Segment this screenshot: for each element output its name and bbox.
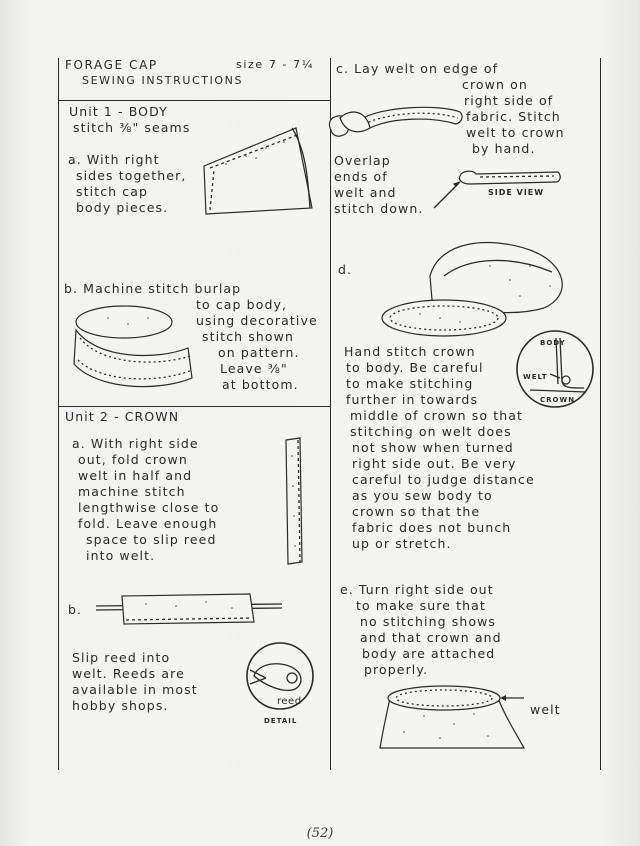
text-line: not show when turned <box>352 440 514 455</box>
text-line: Leave ⅜" <box>220 361 288 376</box>
text-line: as you sew body to <box>352 488 493 503</box>
text-line: fold. Leave enough <box>78 516 218 531</box>
side-view-label: SIDE VIEW <box>488 188 545 197</box>
cap-body-illustration <box>196 120 316 220</box>
welt-label: welt <box>530 702 561 717</box>
text-line: welt. Reeds are <box>72 666 185 681</box>
text-line: properly. <box>364 662 429 677</box>
size-label: size 7 - 7¼ <box>236 58 315 71</box>
text-line: by hand. <box>472 141 536 156</box>
text-line: out, fold crown <box>78 452 188 467</box>
text-line: no stitching shows <box>360 614 497 629</box>
text-line: stitch cap <box>76 184 149 199</box>
center-divider <box>330 58 331 770</box>
text-line: Hand stitch crown <box>344 344 476 359</box>
unit1-subtitle: stitch ⅜" seams <box>73 120 191 135</box>
text-line: fabric does not bunch <box>352 520 512 535</box>
doc-subtitle: SEWING INSTRUCTIONS <box>82 74 244 87</box>
text-line: middle of crown so that <box>350 408 523 423</box>
text-line: crown so that the <box>352 504 481 519</box>
burlap-stitch-illustration <box>68 300 198 400</box>
detail-welt-label: WELT <box>523 373 548 381</box>
text-line: to cap body, <box>196 297 288 312</box>
text-line: welt and <box>334 185 397 200</box>
detail-body-label: BODY <box>540 339 566 347</box>
text-line: into welt. <box>86 548 156 563</box>
text-line: to make stitching <box>346 376 474 391</box>
text-line: right side of <box>464 93 554 108</box>
text-line: stitch shown <box>202 329 294 344</box>
text-line: further in towards <box>346 392 479 407</box>
unit1-title: Unit 1 - BODY <box>69 104 168 119</box>
detail-caption: DETAIL <box>264 717 298 725</box>
text-line: available in most <box>72 682 198 697</box>
text-line: lengthwise close to <box>78 500 220 515</box>
text-line: welt in half and <box>78 468 193 483</box>
text-line: Slip reed into <box>72 650 171 665</box>
crown-to-body-illustration <box>380 236 576 340</box>
text-line: a. With right <box>68 152 160 167</box>
reed-detail-label: reed <box>277 696 302 707</box>
step-d-label: d. <box>338 262 353 277</box>
doc-title: FORAGE CAP <box>65 58 158 72</box>
text-line: a. With right side <box>72 436 199 451</box>
text-line: crown on <box>462 77 528 92</box>
reed-in-welt-illustration <box>96 592 282 630</box>
text-line: careful to judge distance <box>352 472 535 487</box>
text-line: fabric. Stitch <box>466 109 561 124</box>
text-line: sides together, <box>76 168 187 183</box>
text-line: and that crown and <box>360 630 502 645</box>
text-line: body pieces. <box>76 200 169 215</box>
text-line: ends of <box>334 169 388 184</box>
page-number: (52) <box>306 826 334 841</box>
unit-divider <box>58 406 330 407</box>
text-line: to body. Be careful <box>346 360 484 375</box>
text-line: welt to crown <box>466 125 565 140</box>
left-border <box>58 58 59 770</box>
text-line: using decorative <box>196 313 318 328</box>
text-line: up or stretch. <box>352 536 452 551</box>
text-line: stitching on welt does <box>350 424 512 439</box>
text-line: on pattern. <box>218 345 300 360</box>
unit2-step-b-label: b. <box>68 602 83 617</box>
text-line: right side out. Be very <box>352 456 517 471</box>
text-line: e. Turn right side out <box>340 582 494 597</box>
header-rule <box>58 100 330 101</box>
text-line: to make sure that <box>356 598 486 613</box>
text-line: body are attached <box>362 646 496 661</box>
text-line: at bottom. <box>222 377 299 392</box>
welt-on-crown-illustration <box>330 94 466 146</box>
text-line: space to slip reed <box>86 532 217 547</box>
text-line: b. Machine stitch burlap <box>64 281 242 296</box>
text-line: stitch down. <box>334 201 424 216</box>
text-line: hobby shops. <box>72 698 169 713</box>
text-line: Overlap <box>334 153 391 168</box>
folded-welt-illustration <box>284 436 304 566</box>
text-line: c. Lay welt on edge of <box>336 61 499 76</box>
right-border <box>600 58 601 770</box>
detail-crown-label: CROWN <box>540 396 576 404</box>
text-line: machine stitch <box>78 484 186 499</box>
unit2-title: Unit 2 - CROWN <box>65 409 180 424</box>
